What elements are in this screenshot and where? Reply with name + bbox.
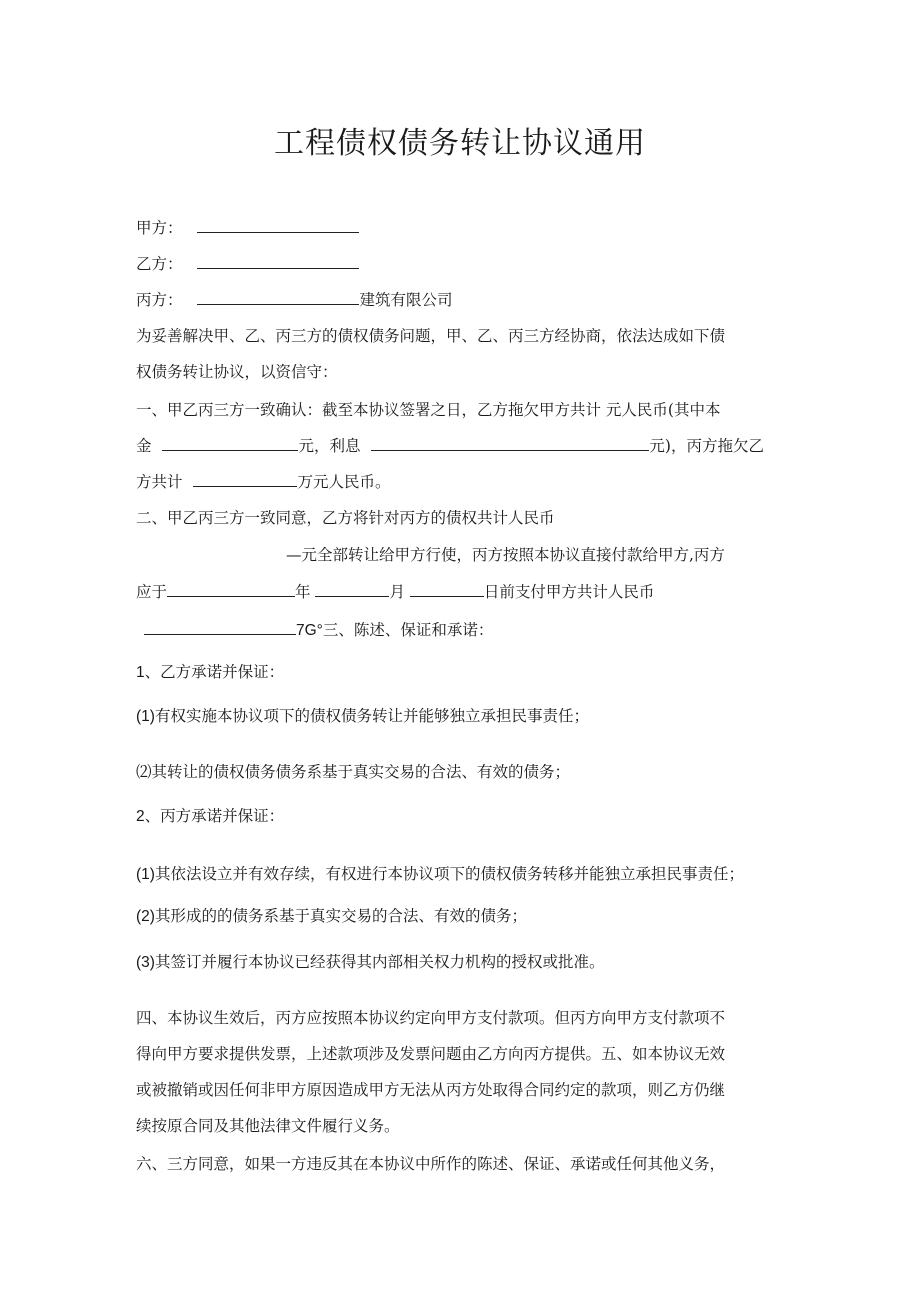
total-unit: 万元人民币。 xyxy=(297,473,391,491)
party-c-label: 丙方： xyxy=(136,291,183,309)
document-title: 工程债权债务转让协议通用 xyxy=(274,126,646,161)
party-c-guarantee-1: (1)其依法设立并有效存续，有权进行本协议项下的债权债务转移并能独立承担民事责任； xyxy=(136,865,744,883)
month-blank xyxy=(315,582,389,597)
section-2-line-1: 二、甲乙丙三方一致同意，乙方将针对丙方的债权共计人民币 xyxy=(136,509,555,527)
party-b-label: 乙方： xyxy=(136,255,183,273)
year-blank xyxy=(167,582,295,597)
principal-label: 金 xyxy=(136,437,152,455)
section-1-line-3 xyxy=(136,472,390,492)
day-blank xyxy=(410,582,484,597)
section-4-line-3: 或被撤销或因任何非甲方原因造成甲方无法从丙方处取得合同约定的款项，则乙方仍继 xyxy=(136,1081,726,1099)
interest-blank xyxy=(371,436,649,451)
month-label: 月 xyxy=(389,583,405,601)
principal-blank xyxy=(162,436,298,451)
party-a-label: 甲方： xyxy=(136,219,183,237)
party-b-line xyxy=(136,254,359,274)
party-b-guarantee-heading: 1、乙方承诺并保证： xyxy=(136,663,285,681)
section-1-line-2 xyxy=(136,436,764,456)
intro-line-1: 为妥善解决甲、乙、丙三方的债权债务问题，甲、乙、丙三方经协商，依法达成如下债 xyxy=(136,327,726,345)
party-c-line xyxy=(136,290,452,310)
total-label: 方共计 xyxy=(136,473,183,491)
amount-fragment: 7G° xyxy=(296,622,323,639)
year-label: 年 xyxy=(295,583,311,601)
section-6-line-1: 六、三方同意，如果一方违反其在本协议中所作的陈述、保证、承诺或任何其他义务， xyxy=(136,1155,726,1173)
section-3-heading: 三、陈述、保证和承诺： xyxy=(322,621,494,639)
section-4-line-4: 续按原合同及其他法律文件履行义务。 xyxy=(136,1117,400,1135)
section-4-line-1: 四、本协议生效后，丙方应按照本协议约定向甲方支付款项。但丙方向甲方支付款项不 xyxy=(136,1009,726,1027)
party-b-guarantee-2: ⑵其转让的债权债务债务系基于真实交易的合法、有效的债务； xyxy=(136,763,571,781)
party-a-blank xyxy=(197,218,359,233)
party-a-line xyxy=(136,218,359,238)
day-label: 日前支付甲方共计人民币 xyxy=(483,583,655,601)
section-1-line-1: 一、甲乙丙三方一致确认：截至本协议签署之日，乙方拖欠甲方共计 元人民币(其中本 xyxy=(136,401,721,419)
section-4-line-2: 得向甲方要求提供发票，上述款项涉及发票问题由乙方向丙方提供。五、如本协议无效 xyxy=(136,1045,726,1063)
section-2-line-2: —元全部转让给甲方行使，丙方按照本协议直接付款给甲方,丙方 xyxy=(286,546,725,564)
party-c-guarantee-2: (2)其形成的的债务系基于真实交易的合法、有效的债务； xyxy=(136,907,527,925)
pay-by-label: 应于 xyxy=(136,583,168,601)
party-b-guarantee-1: (1)有权实施本协议项下的债权债务转让并能够独立承担民事责任； xyxy=(136,707,589,725)
total-blank xyxy=(193,472,297,487)
intro-line-2: 权债务转让协议，以资信守： xyxy=(136,363,338,381)
section-1-line-2-end: 元)，丙方拖欠乙 xyxy=(649,437,764,455)
party-c-blank xyxy=(197,290,359,305)
party-c-guarantee-3: (3)其签订并履行本协议已经获得其内部相关权力机构的授权或批准。 xyxy=(136,953,605,971)
section-2-line-4 xyxy=(144,620,493,641)
party-c-suffix: 建筑有限公司 xyxy=(359,291,453,309)
section-2-line-3 xyxy=(136,582,654,602)
interest-label: 元，利息 xyxy=(298,437,361,455)
payment-amount-blank xyxy=(144,620,296,635)
party-b-blank xyxy=(197,254,359,269)
party-c-guarantee-heading: 2、丙方承诺并保证： xyxy=(136,807,285,825)
